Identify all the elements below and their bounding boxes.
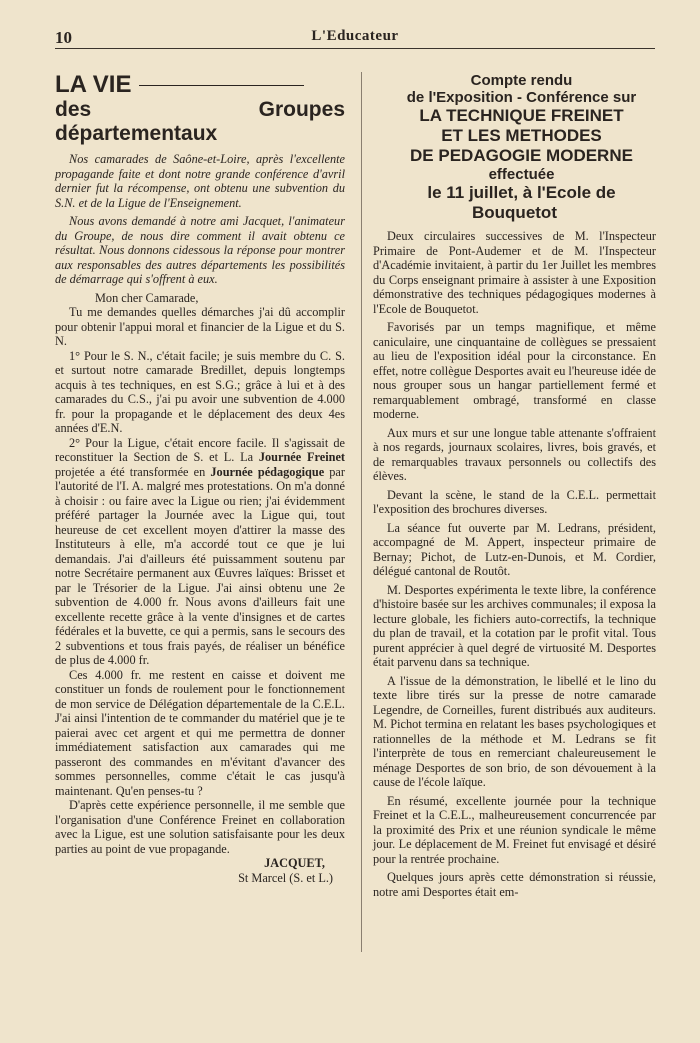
letter-paragraph: D'après cette expérience personnelle, il me semble que l'organisation d'une Conférence Freinet en collaboration avec la Ligue, est une solution satisfaisante pour les deux parties au point de vue propagande. bbox=[55, 798, 345, 856]
bold-term: Journée Freinet bbox=[258, 450, 346, 464]
letter-paragraph: Ces 4.000 fr. me restent en caisse et doivent me constituer un fonds de roulement pour le fonctionnement de mon service de Délégation départementale de la C.E.L. J'ai ainsi l'intention de te commander du matériel que je te paierai avec cet argent et qui me permettra de donner immédiatement satisfaction aux camarades qui me passeront des commandes en m'évitant d'avancer des sommes personnelles, comme c'était le cas jusqu'à maintenant. Qu'en penses-tu ? bbox=[55, 667, 345, 798]
report-paragraph: En résumé, excellente journée pour la technique Freinet et la C.E.L., malheureusement concurrencée par la proximité des Prix et une réunion syndicale le même jour. Le déplacement de M. Freinet fut envisagé et désiré pour la rentrée prochaine. bbox=[373, 793, 656, 866]
letter-paragraph bbox=[55, 436, 345, 668]
report-paragraph: A l'issue de la démonstration, le libellé et le lino du texte libre tirés sur la presse de notre camarade Legendre, de Corneilles, furent distribués aux auditeurs. M. Pichot termina en relatant les bases psychologiques et rationnelles de la méthode et M. Ledrans se fit l'interprète de tous en remerciant chaleureusement le ménage Desportes de son brio, de son dévouement à la cause de l'école laïque. bbox=[373, 673, 656, 789]
report-paragraph: Aux murs et sur une longue table attenante s'offraient à nos regards, journaux scolaires, livres, bois gravés, et de remarquables travaux personnels ou collectifs des élèves. bbox=[373, 425, 656, 483]
report-heading: LA TECHNIQUE FREINET bbox=[419, 106, 624, 125]
report-heading: le 11 juillet, à l'Ecole de Bouquetot bbox=[427, 183, 616, 222]
page-number: 10 bbox=[55, 28, 72, 47]
journal-title: L'Educateur bbox=[311, 28, 399, 44]
letter-paragraph: Tu me demandes quelles démarches j'ai dû accomplir pour obtenir l'appui moral et financier de la Ligue et du S. N. bbox=[55, 305, 345, 348]
report-paragraph: Quelques jours après cette démonstration si réussie, notre ami Desportes était em- bbox=[373, 870, 656, 899]
report-heading: Compte rendu bbox=[470, 72, 573, 89]
article-title-line1: LA VIE bbox=[55, 71, 132, 98]
salutation: Mon cher Camarade, bbox=[95, 290, 199, 305]
page-header bbox=[55, 28, 655, 50]
report-heading: effectuée bbox=[488, 166, 555, 183]
letter-paragraph: 1° Pour le S. N., c'était facile; je suis membre du C. S. et surtout notre camarade Bredillet, depuis longtemps acquis à tes techniques, en est S.G.; grâce à lui et à des camarades du C.S., j'ai pu avoir une subvention de 4.000 fr. pour la propagande et le déplacement des deux 4es années d'E.N. bbox=[55, 348, 345, 435]
intro-paragraph: Nous avons demandé à notre ami Jacquet, l'animateur du Groupe, de nous dire comment il avait obtenu ce résultat. Nous donnons cidessous la réponse pour montrer aux responsables des autres départements les possibilités de démarrage qui s'offrent à eux. bbox=[55, 214, 345, 286]
report-heading: ET LES METHODES bbox=[441, 126, 602, 145]
article-subtitle: des Groupes départementaux bbox=[55, 98, 345, 145]
report-heading: de l'Exposition - Conférence sur bbox=[406, 89, 637, 106]
report-heading: DE PEDAGOGIE MODERNE bbox=[410, 146, 633, 165]
text-run: 2° Pour la Ligue, c'était encore facile. Il s'agissait de reconstituer la Section de S. et L. La bbox=[55, 435, 345, 464]
title-rule bbox=[139, 85, 304, 86]
header-rule bbox=[55, 48, 655, 49]
report-paragraph: La séance fut ouverte par M. Ledrans, président, accompagné de M. Appert, inspecteur primaire de Bernay; Pichot, de Lutz-en-Dunois, et M. Cordier, délégué cantonal de Routôt. bbox=[373, 520, 656, 578]
right-column bbox=[373, 72, 656, 903]
signature-place: St Marcel (S. et L.) bbox=[238, 870, 333, 885]
text-run: par l'autorité de l'I. A. malgré mes protestations. On m'a donné à choisir : ou faire avec la Ligue ou rien; j'ai évidemment préféré partager la Journée avec la Ligue qui, tout heureuse de cet excellent moyen d'attirer la masse des Instituteurs à elle, m'a accordé tout ce que je lui demandais. J'ai d'ailleurs été puissamment soutenu par notre Secrétaire permanent aux Œuvres laïques: Brisset et par le Trésorier de la Ligue. J'ai ainsi obtenu une 2e subvention de 4.000 fr. Nous avons d'ailleurs fait une excellente recette grâce à la vente d'insignes et de cartes fédérales et la buvette, ce qui a permis, sans le secours des 2 subventions et tous frais payés, de réaliser un bénéfice de plus de 4.000 fr. bbox=[55, 464, 345, 667]
text-run: projetée a été transformée en bbox=[55, 464, 211, 479]
article-title bbox=[55, 72, 345, 98]
report-paragraph: Deux circulaires successives de M. l'Inspecteur Primaire de Pont-Audemer et de M. l'Inspecteur d'Académie invitaient, à partir du 1er Juillet les membres du Corps enseignant primaire à assister à une Exposition démonstrative des techniques pédagogiques modernes à l'Ecole de Bouquetot. bbox=[373, 229, 656, 316]
report-paragraph: Devant la scène, le stand de la C.E.L. permettait l'exposition des brochures diverses. bbox=[373, 487, 656, 516]
bold-term: Journée pédagogique bbox=[210, 464, 325, 479]
report-paragraph: M. Desportes expérimenta le texte libre, la conférence d'histoire basée sur les archives communales; il exposa la lecture globale, les fichiers auto-correctifs, la technique du plan de travail, et la cotation par le profit vital. Tous purent apprécier à quel degré de virtuosité M. Desportes était parvenu dans sa technique. bbox=[373, 582, 656, 669]
report-paragraph: Favorisés par un temps magnifique, et même caniculaire, une cinquantaine de collègues se pressaient au lieu de l'exposition idéal pour la circonstance. En effet, notre collègue Desportes avait eu l'heureuse idée de nous grouper sous un hangar partiellement fermé et remarquablement ombragé, transformé en classe moderne. bbox=[373, 320, 656, 421]
report-body bbox=[373, 229, 656, 899]
left-column bbox=[55, 72, 345, 885]
intro-paragraph: Nos camarades de Saône-et-Loire, après l'excellente propagande faite et dont notre grande conférence d'avril dernier fut la récompense, ont obtenu une subvention du S.N. et de la Ligue de l'Enseignement. bbox=[55, 152, 345, 210]
signature: JACQUET, bbox=[264, 856, 325, 870]
column-divider bbox=[361, 72, 362, 952]
